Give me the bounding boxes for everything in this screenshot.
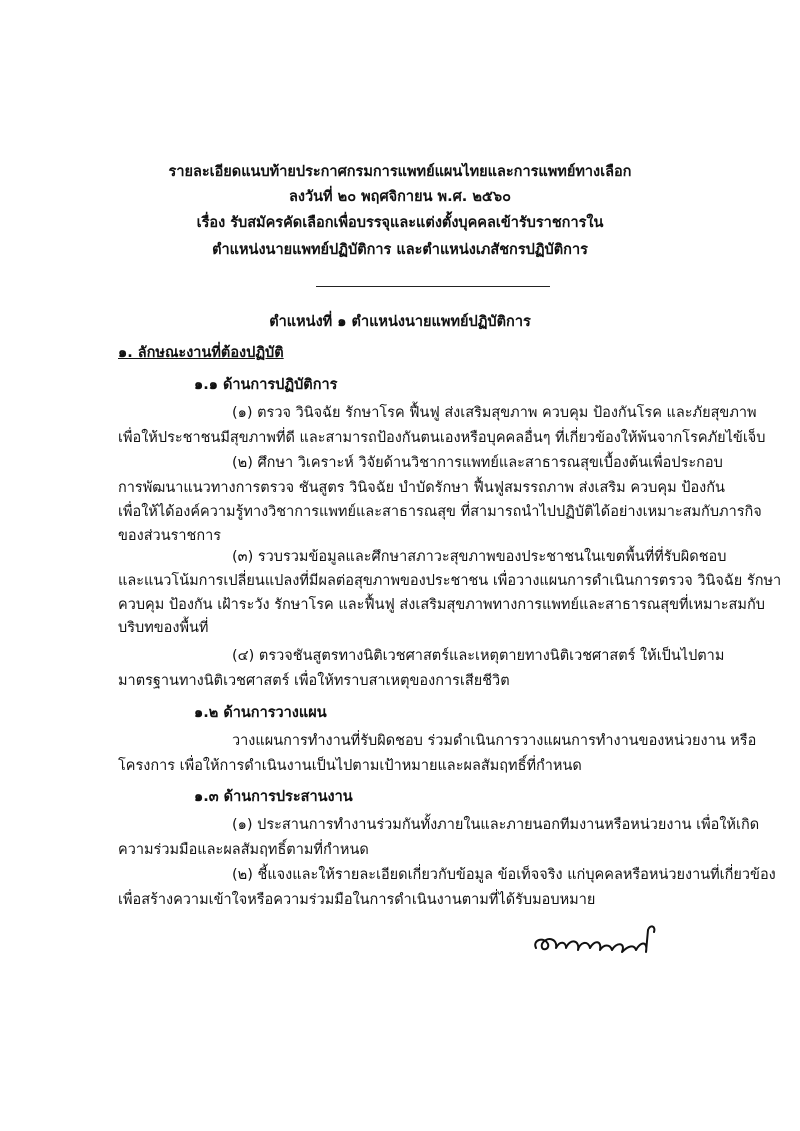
item-1-1-3-line: และแนวโน้มการเปลี่ยนแปลงที่มีผลต่อสุขภาพของประชาชน เพื่อวางแผนการดำเนินการตรวจ วินิจฉัย รักษา [118, 573, 782, 589]
section-1-1-heading: ๑.๑ ด้านการปฏิบัติการ [194, 377, 338, 393]
item-1-1-3-line: ควบคุม ป้องกัน เฝ้าระวัง รักษาโรค และฟื้นฟู ส่งเสริมสุขภาพทางการแพทย์และสาธารณสุขที่เหมาะสมกับ [118, 597, 765, 613]
section-1-2-line: วางแผนการทำงานที่รับผิดชอบ ร่วมดำเนินการวางแผนการทำงานของหน่วยงาน หรือ [232, 733, 757, 749]
item-1-1-2-line: ของส่วนราชการ [118, 528, 222, 544]
item-1-1-2-line: เพื่อให้ได้องค์ความรู้ทางวิชาการแพทย์และสาธารณสุข ที่สามารถนำไปปฏิบัติได้อย่างเหมาะสมกับภารกิจ [118, 504, 762, 520]
section-1-2-line: โครงการ เพื่อให้การดำเนินงานเป็นไปตามเป้าหมายและผลสัมฤทธิ์ที่กำหนด [118, 758, 582, 774]
item-1-1-2-line: (๒) ศึกษา วิเคราะห์ วิจัยด้านวิชาการแพทย์และสาธารณสุขเบื้องต้นเพื่อประกอบ [232, 455, 723, 471]
item-1-3-2-line: เพื่อสร้างความเข้าใจหรือความร่วมมือในการดำเนินงานตามที่ได้รับมอบหมาย [118, 892, 596, 908]
section-1-heading: ๑. ลักษณะงานที่ต้องปฏิบัติ [118, 345, 284, 361]
item-1-3-1-line: (๑) ประสานการทำงานร่วมกันทั้งภายในและภายนอกทีมงานหรือหน่วยงาน เพื่อให้เกิด [232, 817, 760, 833]
item-1-3-2-line: (๒) ชี้แจงและให้รายละเอียดเกี่ยวกับข้อมูล ข้อเท็จจริง แก่บุคคลหรือหน่วยงานที่เกี่ยวข้อง [232, 867, 776, 883]
section-1-2-heading: ๑.๒ ด้านการวางแผน [194, 705, 327, 721]
item-1-1-1-line: เพื่อให้ประชาชนมีสุขภาพที่ดี และสามารถป้องกันตนเองหรือบุคคลอื่นๆ ที่เกี่ยวข้องให้พ้นจากโรคภัยไข้เจ็บ [118, 430, 766, 446]
header-date: ลงวันที่ ๒๐ พฤศจิกายน พ.ศ. ๒๕๖๐ [289, 189, 511, 205]
section-1-3-heading: ๑.๓ ด้านการประสานงาน [194, 789, 353, 805]
item-1-1-2-line: การพัฒนาแนวทางการตรวจ ชันสูตร วินิจฉัย บำบัดรักษา ฟื้นฟูสมรรถภาพ ส่งเสริม ควบคุม ป้องกัน [118, 480, 725, 496]
item-1-3-1-line: ความร่วมมือและผลสัมฤทธิ์ตามที่กำหนด [118, 842, 369, 858]
item-1-1-3-line: บริบทของพื้นที่ [118, 620, 209, 636]
header-subject-1: เรื่อง รับสมัครคัดเลือกเพื่อบรรจุและแต่งตั้งบุคคลเข้ารับราชการใน [196, 215, 604, 231]
item-1-1-1-line: (๑) ตรวจ วินิจฉัย รักษาโรค ฟื้นฟู ส่งเสริมสุขภาพ ควบคุม ป้องกันโรค และภัยสุขภาพ [232, 405, 757, 421]
header-subject-2: ตำแหน่งนายแพทย์ปฏิบัติการ และตำแหน่งเภสัชกรปฏิบัติการ [212, 242, 588, 258]
header-line-1: รายละเอียดแนบท้ายประกาศกรมการแพทย์แผนไทยและการแพทย์ทางเลือก [168, 164, 632, 180]
header-divider [316, 286, 550, 287]
item-1-1-4-line: มาตรฐานทางนิติเวชศาสตร์ เพื่อให้ทราบสาเหตุของการเสียชีวิต [118, 673, 510, 689]
signature-icon [530, 918, 680, 962]
item-1-1-4-line: (๔) ตรวจชันสูตรทางนิติเวชศาสตร์และเหตุตายทางนิติเวชศาสตร์ ให้เป็นไปตาม [232, 648, 725, 664]
item-1-1-3-line: (๓) รวบรวมข้อมูลและศึกษาสภาวะสุขภาพของประชาชนในเขตพื้นที่ที่รับผิดชอบ [232, 549, 727, 565]
position-title: ตำแหน่งที่ ๑ ตำแหน่งนายแพทย์ปฏิบัติการ [269, 314, 531, 330]
